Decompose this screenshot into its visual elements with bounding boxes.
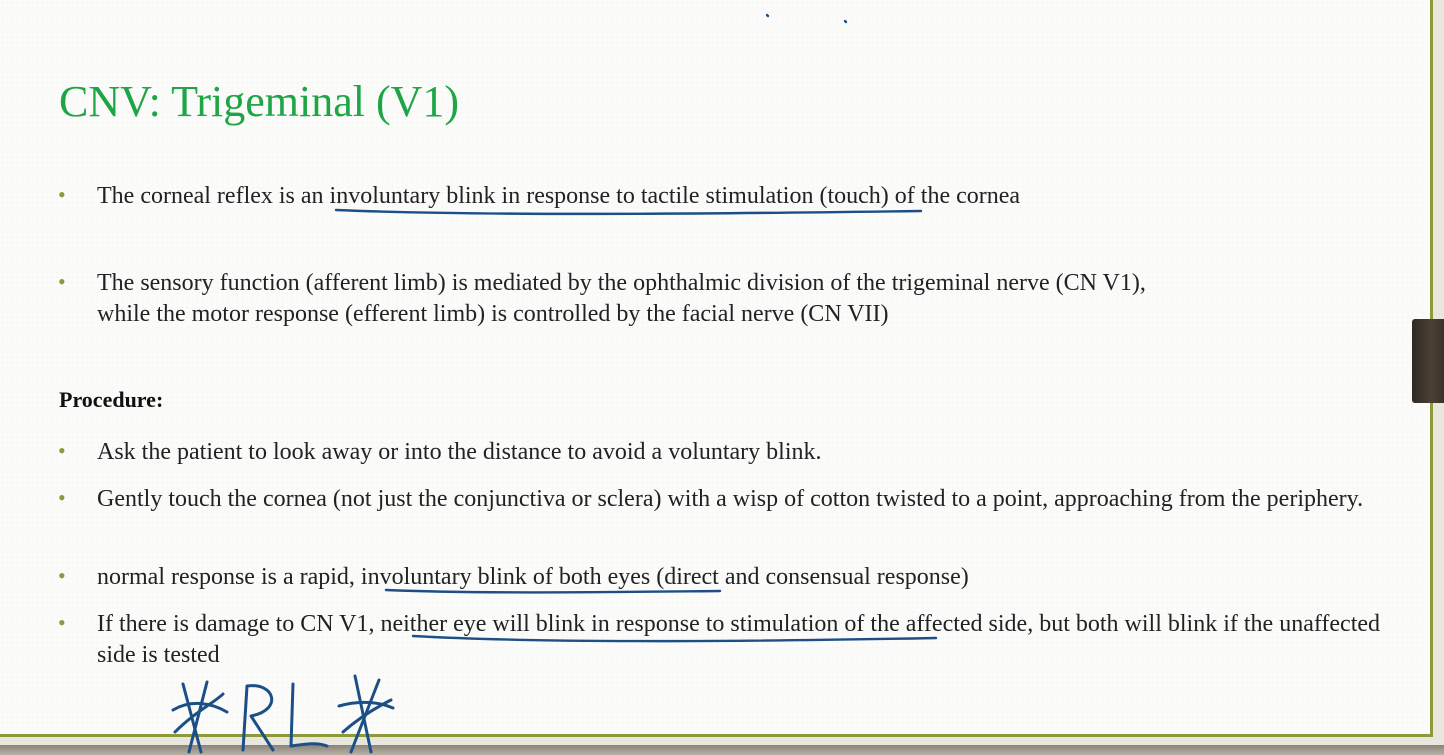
- bullet-procedure-look-away: • Ask the patient to look away or into the distance to avoid a voluntary blink.: [97, 437, 1397, 468]
- bullet-sensory-function: • The sensory function (afferent limb) is mediated by the ophthalmic division of the trigeminal nerve (CN V1), while the motor response (efferent limb) is controlled by the facial nerve (CN VII): [97, 268, 1162, 330]
- bullet-procedure-damage: • If there is damage to CN V1, neither eye will blink in response to stimulation of the affected side, but both will blink if the unaffected side is tested: [97, 609, 1397, 671]
- slide-title: CNV: Trigeminal (V1): [59, 77, 460, 126]
- handwritten-signature: [165, 672, 400, 754]
- side-panel-handle[interactable]: [1412, 319, 1444, 403]
- procedure-heading: Procedure:: [59, 387, 164, 412]
- bullet-procedure-normal-response: • normal response is a rapid, involuntary blink of both eyes (direct and consensual response): [97, 562, 1397, 593]
- bullet-procedure-touch-cornea: • Gently touch the cornea (not just the conjunctiva or sclera) with a wisp of cotton twisted to a point, approaching from the periphery.: [97, 484, 1397, 515]
- bullet-corneal-reflex: • The corneal reflex is an involuntary blink in response to tactile stimulation (touch) of the cornea: [97, 181, 1057, 212]
